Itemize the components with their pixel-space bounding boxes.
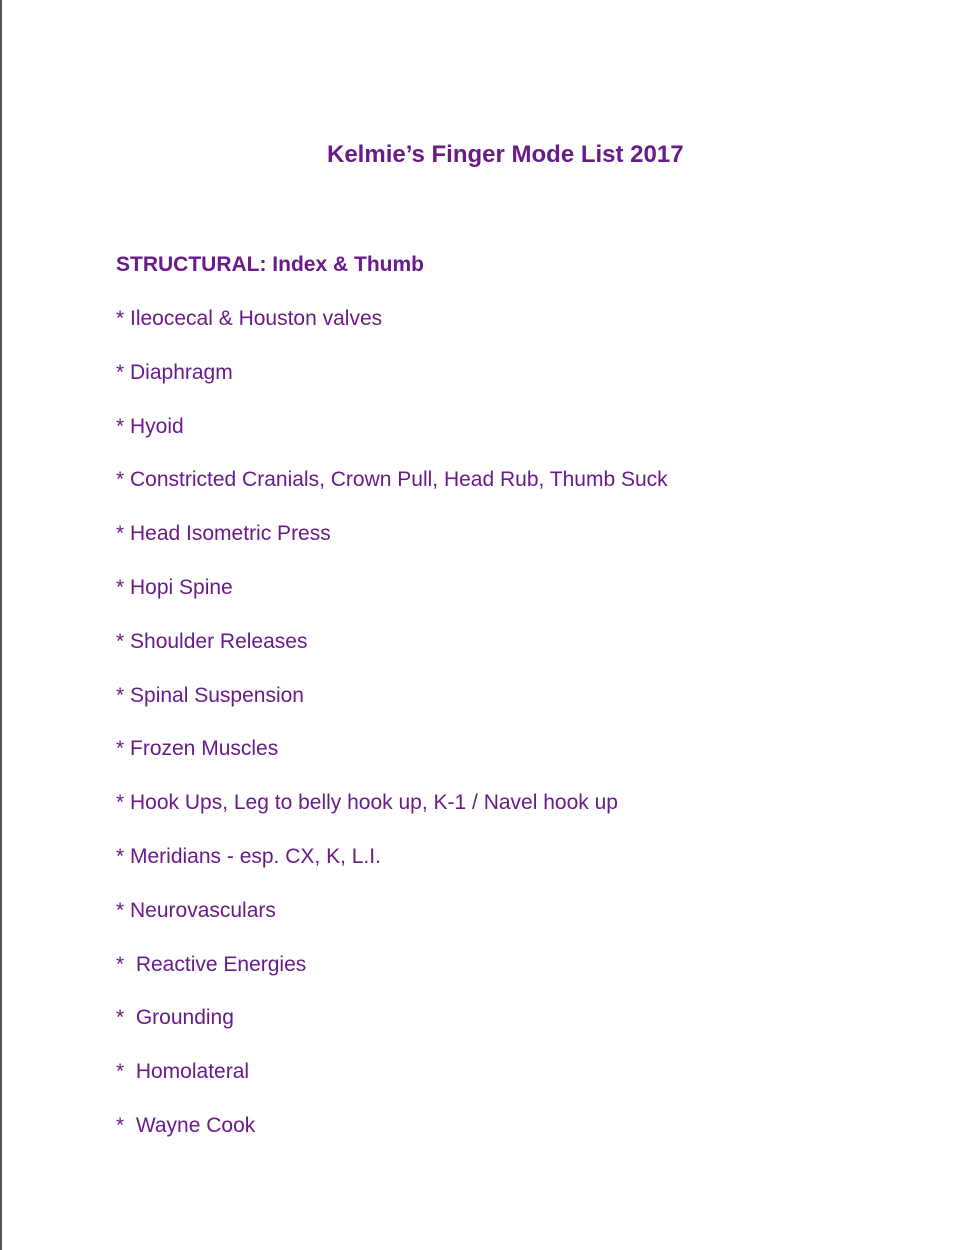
- list-item: * Constricted Cranials, Crown Pull, Head Rub, Thumb Suck: [116, 468, 668, 492]
- list-item: * Diaphragm: [116, 360, 233, 384]
- list-item: * Head Isometric Press: [116, 522, 331, 546]
- list-item: * Hook Ups, Leg to belly hook up, K-1 / Navel hook up: [116, 791, 618, 815]
- list-item: * Neurovasculars: [116, 898, 276, 922]
- list-item: * Shoulder Releases: [116, 629, 308, 653]
- list-item: * Wayne Cook: [116, 1113, 256, 1137]
- list-item: * Grounding: [116, 1006, 234, 1030]
- finger-mode-list: [116, 307, 668, 1168]
- section-heading-structural: STRUCTURAL: Index & Thumb: [116, 253, 424, 276]
- list-item: * Frozen Muscles: [116, 737, 279, 761]
- list-item: * Homolateral: [116, 1060, 250, 1084]
- list-item: * Hyoid: [116, 414, 184, 438]
- list-item: * Hopi Spine: [116, 575, 233, 599]
- list-item: * Meridians - esp. CX, K, L.I.: [116, 844, 381, 868]
- list-item: * Ileocecal & Houston valves: [116, 307, 383, 330]
- document-title: Kelmie’s Finger Mode List 2017: [327, 141, 684, 168]
- page-left-border: [0, 0, 2, 1250]
- list-item: * Spinal Suspension: [116, 683, 304, 707]
- list-item: * Reactive Energies: [116, 952, 307, 976]
